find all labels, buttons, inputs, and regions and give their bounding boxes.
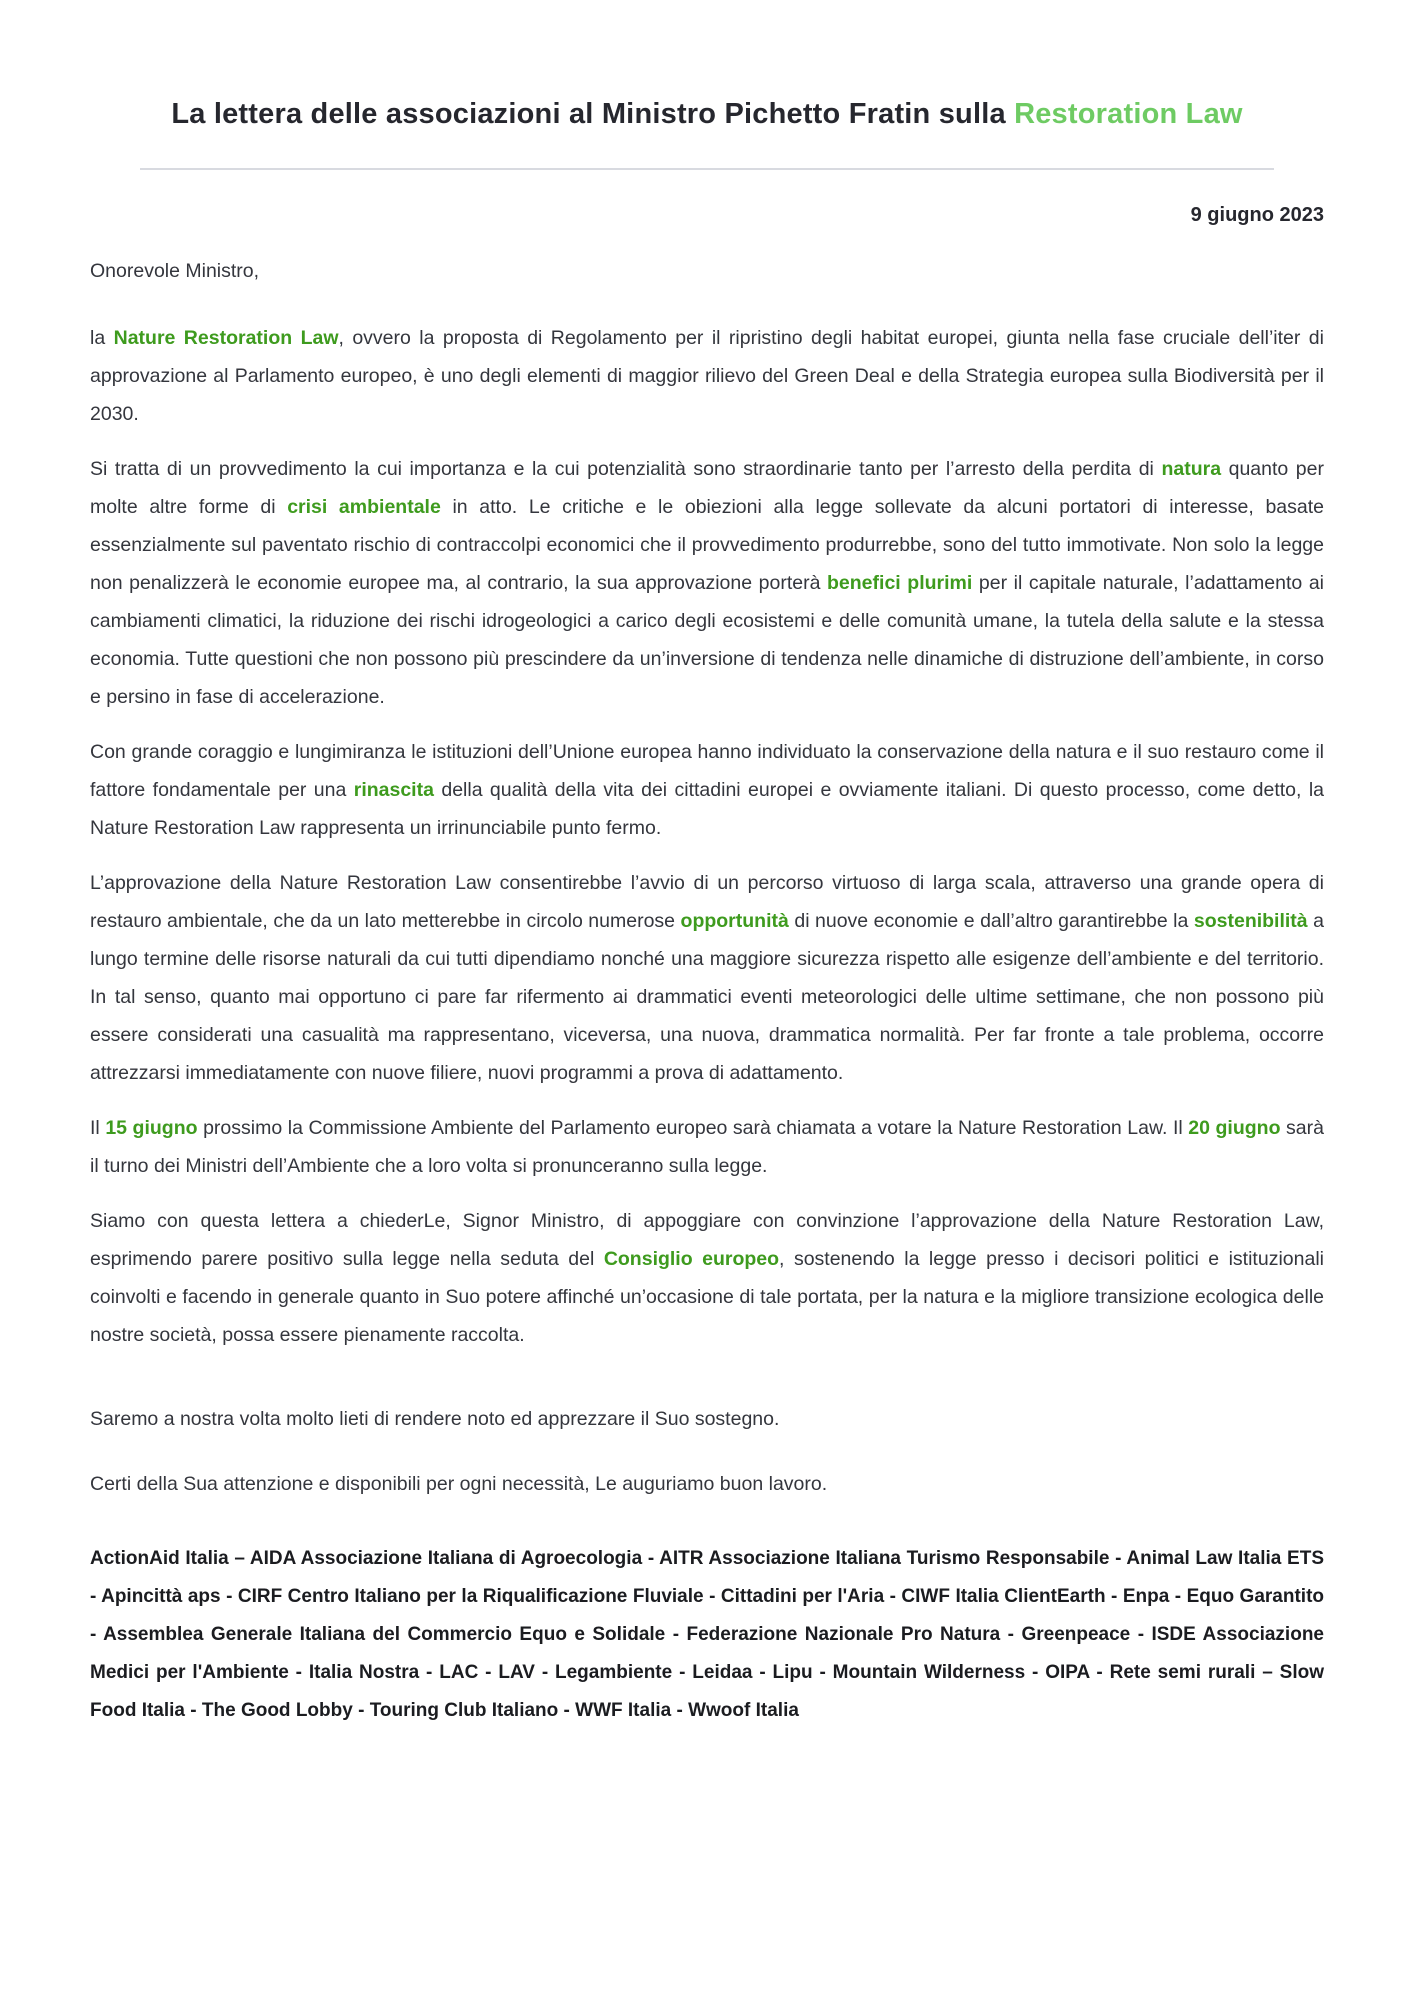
paragraph-text: prossimo la Commissione Ambiente del Parlamento europeo sarà chiamata a votare la Nature Restoration Law. Il: [197, 1117, 1189, 1140]
title-divider: [140, 168, 1274, 170]
emphasis-green: benefici plurimi: [827, 572, 973, 595]
emphasis-green: 20 giugno: [1188, 1117, 1281, 1140]
letter-paragraph: [90, 319, 1324, 433]
paragraph-text: a lungo termine delle risorse naturali da cui tutti dipendiamo nonché una maggiore sicurezza rispetto alle esigenze dell’ambiente e del territorio. In tal senso, quanto mai opportuno ci pare far rifermento ai drammatici eventi meteorologici delle ultime settimane, che non possono più essere considerati una casualità ma rappresentano, viceversa, una nuova, drammatica normalità. Per far fronte a tale problema, occorre attrezzarsi immediatamente con nuove filiere, nuovi programmi a prova di adattamento.: [90, 910, 1325, 1085]
closing-line-1: Saremo a nostra volta molto lieti di rendere noto ed apprezzare il Suo sostegno.: [90, 1408, 780, 1431]
paragraph-text: della qualità della vita dei cittadini europei e ovviamente italiani. Di questo processo, come detto, la Nature Restoration Law rappresenta un irrinunciabile punto fermo.: [90, 779, 1324, 840]
letter-paragraph: [90, 1202, 1324, 1354]
paragraph-text: la: [90, 327, 114, 350]
letter-paragraph: [90, 733, 1324, 847]
letter-paragraph: [90, 1109, 1324, 1185]
paragraph-text: di nuove economie e dall’altro garantirebbe la: [788, 910, 1194, 933]
paragraph-text: Si tratta di un provvedimento la cui importanza e la cui potenzialità sono straordinarie tanto per l’arresto della perdita di: [90, 458, 1162, 481]
salutation: Onorevole Ministro,: [90, 260, 260, 283]
emphasis-green: Consiglio europeo: [603, 1248, 780, 1271]
paragraph-text: Con grande coraggio e lungimiranza le istituzioni dell’Unione europea hanno individuato la conservazione della natura e il suo restauro come il fattore fondamentale per una: [90, 741, 1324, 802]
paragraph-text: in atto. Le critiche e le obiezioni alla legge sollevate da alcuni portatori di interesse, basate essenzialmente sul paventato rischio di contraccolpi economici che il provvedimento produrrebbe, sono del tutto immotivate. Non solo la legge non penalizzerà le economie europee ma, al contrario, la sua approvazione porterà: [90, 496, 1324, 595]
paragraph-text: , sostenendo la legge presso i decisori politici e istituzionali coinvolti e facendo in generale quanto in Suo potere affinché un’occasione di tale portata, per la natura e la migliore transizione ecologica delle nostre società, possa essere pienamente raccolta.: [90, 1248, 1324, 1347]
paragraph-text: quanto per molte altre forme di: [90, 458, 1324, 519]
paragraph-text: , ovvero la proposta di Regolamento per il ripristino degli habitat europei, giunta nella fase cruciale dell’iter di approvazione al Parlamento europeo, è uno degli elementi di maggior rilievo del Green Deal e della Strategia europea sulla Biodiversità per il 2030.: [90, 327, 1324, 426]
page-title-accent: Restoration Law: [1014, 98, 1243, 130]
emphasis-green: sostenibilità: [1193, 910, 1308, 933]
page-title: [90, 96, 1324, 132]
emphasis-green: rinascita: [353, 779, 434, 802]
paragraph-text: sarà il turno dei Ministri dell’Ambiente che a loro volta si pronunceranno sulla legge.: [90, 1117, 1324, 1178]
letter-body: [90, 319, 1324, 1354]
emphasis-green: 15 giugno: [105, 1117, 198, 1140]
letter-date: 9 giugno 2023: [1190, 204, 1324, 227]
letter-paragraph: [90, 864, 1324, 1092]
letter-paragraph: [90, 450, 1324, 716]
emphasis-green: opportunità: [680, 910, 789, 933]
emphasis-green: crisi ambientale: [287, 496, 441, 519]
signatories: ActionAid Italia – AIDA Associazione Italiana di Agroecologia - AITR Associazione Italiana Turismo Responsabile - Animal Law Italia ETS - Apincittà aps - CIRF Centro Italiano per la Riqualificazione Fluviale - Cittadini per l'Aria - CIWF Italia ClientEarth - Enpa - Equo Garantito - Assemblea Generale Italiana del Commercio Equo e Solidale - Federazione Nazionale Pro Natura - Greenpeace - ISDE Associazione Medici per l'Ambiente - Italia Nostra - LAC - LAV - Legambiente - Leidaa - Lipu - Mountain Wilderness - OIPA - Rete semi rurali – Slow Food Italia - The Good Lobby - Touring Club Italiano - WWF Italia - Wwoof Italia: [90, 1548, 1324, 1722]
paragraph-text: Il: [90, 1117, 106, 1140]
closing-line-2: Certi della Sua attenzione e disponibili per ogni necessità, Le auguriamo buon lavoro.: [90, 1473, 828, 1496]
page-title-text: La lettera delle associazioni al Ministro Pichetto Fratin sulla: [171, 98, 1006, 130]
emphasis-green: Nature Restoration Law: [113, 327, 339, 350]
paragraph-text: per il capitale naturale, l’adattamento ai cambiamenti climatici, la riduzione dei rischi idrogeologici a carico degli ecosistemi e delle comunità umane, la tutela della salute e la stessa economia. Tutte questioni che non possono più prescindere da un’inversione di tendenza nelle dinamiche di distruzione dell’ambiente, in corso e persino in fase di accelerazione.: [90, 572, 1324, 709]
paragraph-text: L’approvazione della Nature Restoration Law consentirebbe l’avvio di un percorso virtuoso di larga scala, attraverso una grande opera di restauro ambientale, che da un lato metterebbe in circolo numerose: [90, 872, 1324, 933]
emphasis-green: natura: [1161, 458, 1222, 481]
paragraph-text: Siamo con questa lettera a chiederLe, Signor Ministro, di appoggiare con convinzione l’approvazione della Nature Restoration Law, esprimendo parere positivo sulla legge nella seduta del: [90, 1210, 1324, 1271]
